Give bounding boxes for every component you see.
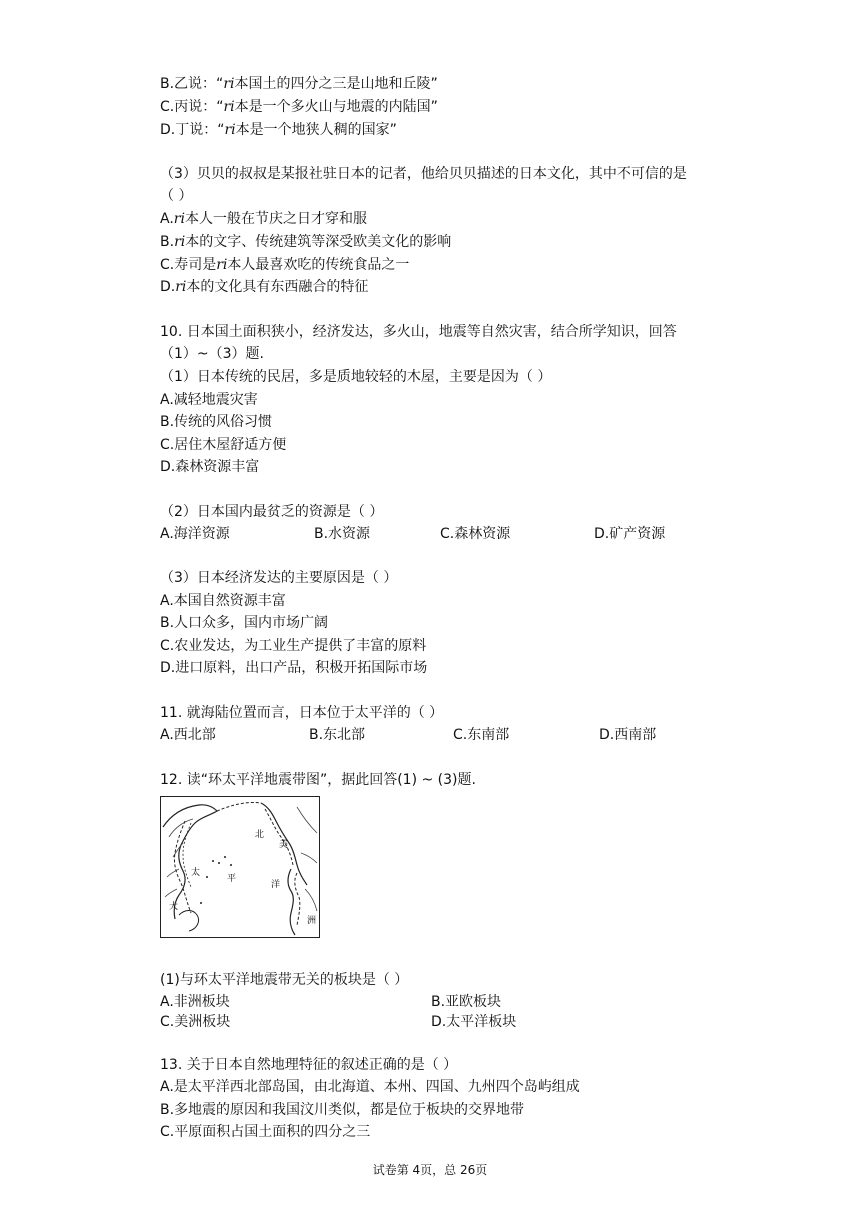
q13-stem: 13. 关于日本自然地理特征的叙述正确的是（ ） — [160, 1057, 458, 1073]
q10-stem-line1: 10. 日本国土面积狭小，经济发达，多火山，地震等自然灾害，结合所学知识，回答 — [160, 324, 677, 340]
q11-option-d: D.西南部 — [599, 727, 657, 743]
q10-sub2-option-b: B.水资源 — [314, 526, 371, 542]
q10-sub2-option-d: D.矿产资源 — [594, 526, 666, 542]
q10-sub2-option-a: A.海洋资源 — [160, 526, 230, 542]
q9-sub3-stem: （3）贝贝的叔叔是某报社驻日本的记者，他给贝贝描述的日本文化，其中不可信的是 — [160, 166, 687, 182]
map-label-ping: 平 — [227, 874, 237, 884]
map-label-yang: 洋 — [271, 880, 281, 890]
q9-sub3-option-a: A.ri本人一般在节庆之日才穿和服 — [160, 211, 367, 227]
q12-stem: 12. 读“环太平洋地震带图”，据此回答(1) ~ (3)题. — [160, 772, 476, 788]
q10-sub1-option-d: D.森林资源丰富 — [160, 459, 260, 475]
q10-sub3-option-d: D.进口原料，出口产品，积极开拓国际市场 — [160, 660, 428, 676]
map-label-da: 大 — [169, 902, 179, 912]
q9-option-d: D.丁说：“ri本是一个地狭人稠的国家” — [160, 122, 397, 138]
q10-sub2-option-c: C.森林资源 — [440, 526, 511, 542]
q11-stem: 11. 就海陆位置而言，日本位于太平洋的（ ） — [160, 705, 444, 721]
q12-option-a: A.非洲板块 — [160, 994, 230, 1010]
q10-sub2-stem: （2）日本国内最贫乏的资源是（ ） — [160, 504, 384, 520]
q12-sub1-stem: (1)与环太平洋地震带无关的板块是（ ） — [160, 972, 409, 988]
q10-sub1-stem: （1）日本传统的民居，多是质地较轻的木屋，主要是因为（ ） — [160, 369, 552, 385]
q9-sub3-option-b: B.ri本的文字、传统建筑等深受欧美文化的影响 — [160, 234, 452, 250]
map-label-tai: 太 — [191, 868, 201, 878]
q11-option-a: A.西北部 — [160, 727, 216, 743]
q10-sub1-option-a: A.减轻地震灾害 — [160, 392, 258, 408]
q10-sub1-option-c: C.居住木屋舒适方便 — [160, 437, 287, 453]
q9-option-c: C.丙说：“ri本是一个多火山与地震的内陆国” — [160, 99, 438, 115]
q10-sub1-option-b: B.传统的风俗习惯 — [160, 414, 273, 430]
map-drawing — [161, 797, 319, 937]
page-footer: 试卷第 4页，总 26页 — [372, 1163, 488, 1177]
q11-option-c: C.东南部 — [453, 727, 510, 743]
q10-sub3-option-b: B.人口众多，国内市场广阔 — [160, 615, 329, 631]
pacific-earthquake-belt-map — [160, 796, 320, 938]
q13-option-a: A.是太平洋西北部岛国，由北海道、本州、四国、九州四个岛屿组成 — [160, 1079, 580, 1095]
q9-sub3-option-c: C.寿司是ri本人最喜欢吃的传统食品之一 — [160, 257, 410, 273]
q12-option-b: B.亚欧板块 — [431, 994, 502, 1010]
q9-sub3-blank: （ ） — [160, 188, 193, 204]
q10-sub3-stem: （3）日本经济发达的主要原因是（ ） — [160, 570, 398, 586]
q9-sub3-option-d: D.ri本的文化具有东西融合的特征 — [160, 279, 369, 295]
q10-sub3-option-c: C.农业发达，为工业生产提供了丰富的原料 — [160, 638, 427, 654]
q10-stem-line2: （1）~（3）题. — [160, 346, 264, 362]
q12-option-c: C.美洲板块 — [160, 1014, 231, 1030]
q9-option-b: B.乙说：“ri本国土的四分之三是山地和丘陵” — [160, 76, 438, 92]
q13-option-b: B.多地震的原因和我国汶川类似，都是位于板块的交界地带 — [160, 1102, 525, 1118]
q12-option-d: D.太平洋板块 — [431, 1014, 517, 1030]
q10-sub3-option-a: A.本国自然资源丰富 — [160, 593, 286, 609]
q11-option-b: B.东北部 — [309, 727, 366, 743]
q13-option-c: C.平原面积占国土面积的四分之三 — [160, 1124, 371, 1140]
map-label-bei: 北 — [255, 830, 265, 840]
map-label-mei: 美 — [279, 840, 289, 850]
map-label-zhou: 洲 — [307, 916, 317, 926]
